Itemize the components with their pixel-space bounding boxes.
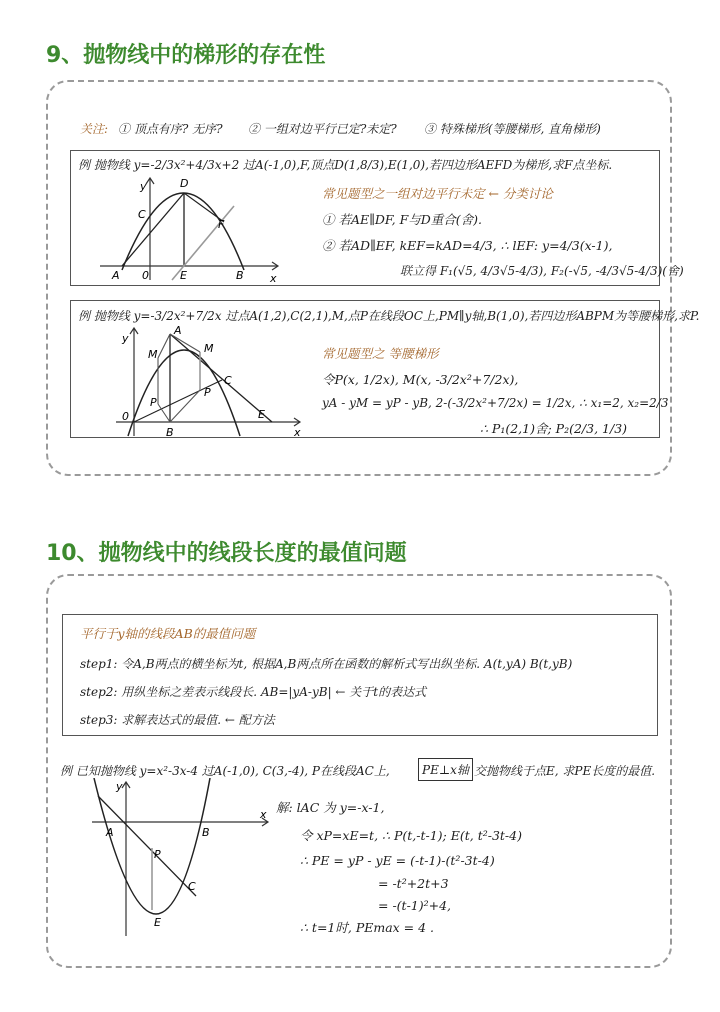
solution-line-2: 令 xP=xE=t, ∴ P(t,-t-1); E(t, t²-3t-4) [300, 828, 522, 843]
solution-line-3: ∴ PE = yP - yE = (-t-1)-(t²-3t-4) [300, 853, 495, 868]
method-step-1: step1: 令A,B两点的横坐标为t, 根据A,B两点所在函数的解析式写出纵坐标. A(t,yA) B(t,yB) [80, 657, 573, 671]
svg-text:P: P [150, 396, 157, 409]
svg-text:y: y [140, 180, 147, 193]
svg-text:E: E [154, 916, 161, 929]
svg-text:A: A [174, 324, 182, 337]
solution-line-5: = -(t-1)²+4, [378, 898, 452, 913]
example-3-graph [88, 778, 278, 940]
svg-text:P: P [154, 848, 161, 861]
svg-text:M: M [204, 342, 214, 355]
svg-text:C: C [138, 208, 146, 221]
svg-text:x: x [260, 808, 267, 821]
example-3-question-box: PE⊥x轴 [418, 758, 473, 781]
example-3-question-a: 例 已知抛物线 y=x²-3x-4 过A(-1,0), C(3,-4), P在线段AC上, [60, 764, 390, 778]
focus-item-3: ③ 特殊梯形(等腰梯形, 直角梯形) [424, 122, 601, 136]
example-1-case-2: ② 若AD∥EF, kEF=kAD=4/3, ∴ lEF: y=4/3(x-1), [322, 238, 613, 253]
svg-text:E: E [180, 269, 187, 282]
focus-label: 关注: [80, 122, 109, 136]
svg-text:B: B [202, 826, 210, 839]
svg-text:A: A [106, 826, 114, 839]
example-1-type: 常见题型之一组对边平行未定 ← 分类讨论 [322, 186, 553, 201]
svg-text:y: y [122, 332, 129, 345]
focus-item-1: ① 顶点有序? 无序? [118, 122, 223, 136]
line-AE [170, 334, 272, 422]
svg-text:M: M [148, 348, 158, 361]
section-9-title: 9、抛物线中的梯形的存在性 [46, 43, 326, 68]
svg-text:F: F [218, 218, 225, 231]
example-1-solve: 联立得 F₁(√5, 4/3√5-4/3), F₂(-√5, -4/3√5-4/3)(舍) [400, 264, 684, 278]
method-step-2: step2: 用纵坐标之差表示线段长. AB=|yA-yB| ← 关于t的表达式 [80, 685, 427, 699]
svg-text:x: x [270, 272, 277, 284]
line-AD [122, 193, 184, 266]
svg-text:E: E [258, 408, 265, 421]
solution-line-4: = -t²+2t+3 [378, 876, 449, 891]
svg-text:B: B [166, 426, 174, 438]
svg-text:x: x [294, 426, 301, 438]
parabola [128, 350, 240, 436]
section-10-title: 10、抛物线中的线段长度的最值问题 [46, 541, 407, 566]
svg-text:B: B [236, 269, 244, 282]
solution-line-1: 解: lAC 为 y=-x-1, [276, 800, 385, 815]
svg-text:y: y [116, 780, 123, 793]
method-title: 平行于y轴的线段AB的最值问题 [80, 626, 256, 641]
example-1-question: 例 抛物线 y=-2/3x²+4/3x+2 过A(-1,0),F,顶点D(1,8/3),E(1,0),若四边形AEFD为梯形,求F点坐标. [78, 158, 613, 172]
example-2-question: 例 抛物线 y=-3/2x²+7/2x 过点A(1,2),C(2,1),M,点P在线段OC上,PM∥y轴,B(1,0),若四边形ABPM为等腰梯形,求P. [78, 309, 700, 323]
example-2-graph [112, 322, 312, 438]
parabola [122, 193, 244, 270]
solution-line-6: ∴ t=1时, PEmax = 4 . [300, 920, 435, 935]
svg-text:C: C [224, 374, 232, 387]
method-step-3: step3: 求解表达式的最值. ← 配方法 [80, 713, 275, 727]
svg-text:A: A [112, 269, 120, 282]
example-3-question-b: 交抛物线于点E, 求PE长度的最值. [474, 764, 656, 778]
example-2-line-3: ∴ P₁(2,1)舍; P₂(2/3, 1/3) [480, 421, 628, 436]
svg-text:P: P [204, 386, 211, 399]
svg-text:0: 0 [142, 269, 149, 282]
svg-text:D: D [180, 177, 189, 190]
example-2-line-1: 令P(x, 1/2x), M(x, -3/2x²+7/2x), [322, 372, 519, 387]
example-1-graph [92, 172, 292, 284]
svg-text:C: C [188, 880, 196, 893]
focus-item-2: ② 一组对边平行已定?未定? [248, 122, 397, 136]
svg-text:0: 0 [122, 410, 129, 423]
example-2-type: 常见题型之 等腰梯形 [322, 346, 439, 361]
example-1-case-1: ① 若AE∥DF, F与D重合(舍). [322, 212, 483, 227]
example-2-line-2: yA - yM = yP - yB, 2-(-3/2x²+7/2x) = 1/2x, ∴ x₁=2, x₂=2/3 [322, 396, 669, 410]
